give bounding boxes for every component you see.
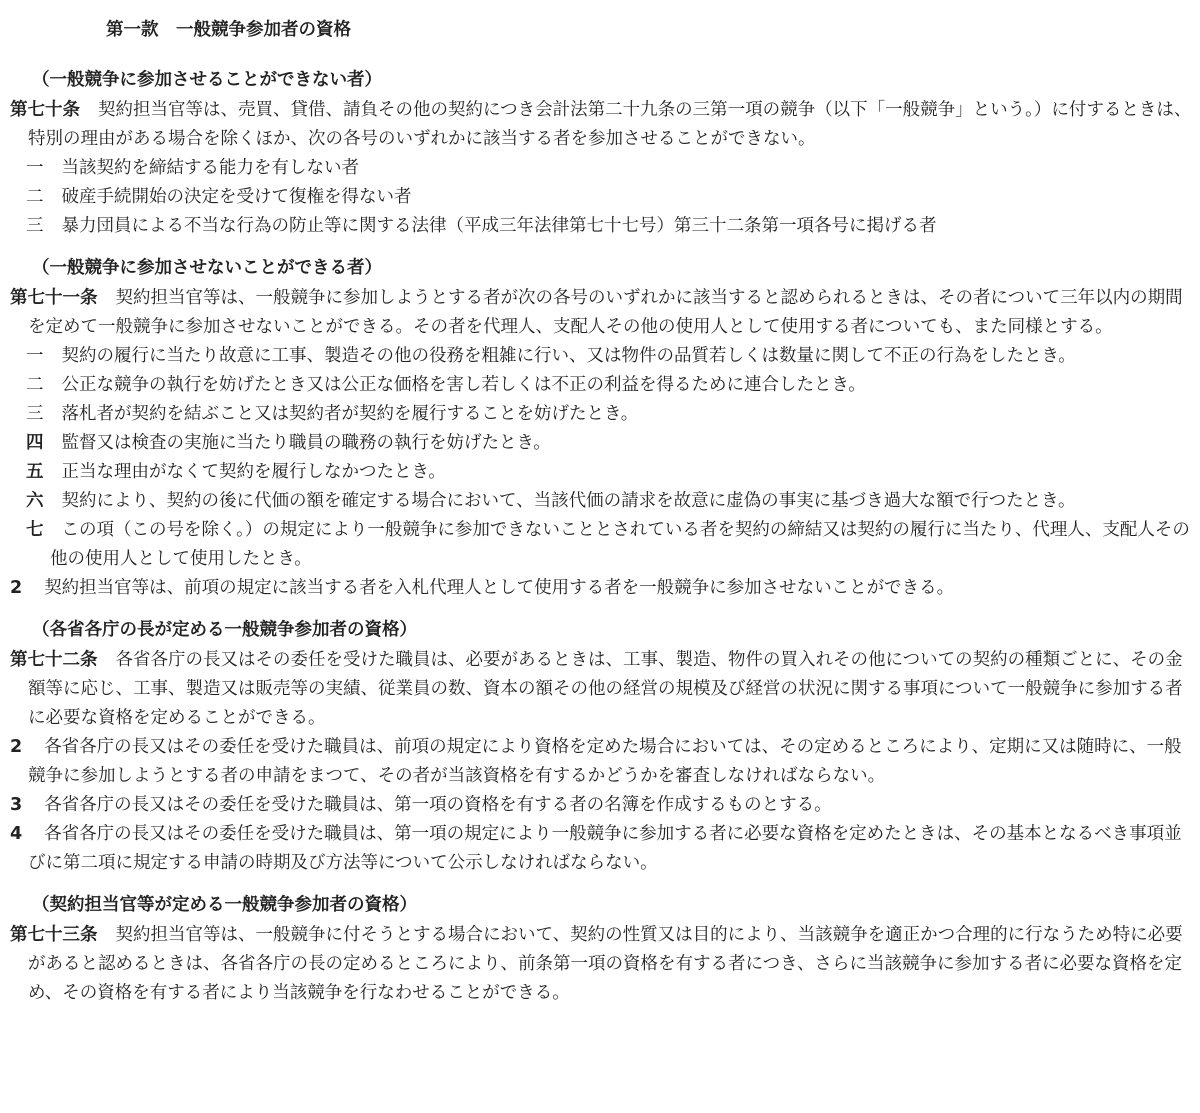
list-item (10, 183, 1192, 212)
item-text: 当該契約を締結する能力を有しない者 (61, 158, 359, 178)
paragraph-number: 3 (10, 795, 23, 815)
article-number: 第七十一条 (10, 288, 98, 308)
item-text: 暴力団員による不当な行為の防止等に関する法律（平成三年法律第七十七号）第三十二条第一項各号に掲げる者 (61, 216, 937, 236)
article-caption: （各省各庁の長が定める一般競争参加者の資格） (32, 620, 417, 640)
article-caption: （一般競争に参加させないことができる者） (32, 258, 382, 278)
list-item (10, 212, 1192, 241)
item-number: 三 (26, 404, 44, 424)
article-paragraph (10, 921, 1192, 1008)
article-70 (10, 66, 1192, 241)
list-item (10, 154, 1192, 183)
item-number: 二 (26, 375, 44, 395)
paragraph-text: 各省各庁の長又はその委任を受けた職員は、前項の規定により資格を定めた場合においては、その定めるところにより、定期に又は随時に、一般競争に参加しようとする者の申請をまつて、その者が当該資格を有するかどうかを審査しなければならない。 (28, 737, 1182, 786)
article-paragraph (10, 96, 1192, 154)
item-text: この項（この号を除く。）の規定により一般競争に参加できないこととされている者を契約の締結又は契約の履行に当たり、代理人、支配人その他の使用人として使用したとき。 (50, 520, 1190, 569)
paragraph-text: 契約担当官等は、売買、貸借、請負その他の契約につき会計法第二十九条の三第一項の競争（以下「一般競争」という。）に付するときは、特別の理由がある場合を除くほか、次の各号のいずれかに該当する者を参加させることができない。 (28, 100, 1192, 149)
list-item (10, 371, 1192, 400)
item-number: 一 (26, 346, 44, 366)
list-item (10, 516, 1192, 574)
item-number: 五 (26, 462, 44, 482)
paragraph-text: 各省各庁の長又はその委任を受けた職員は、第一項の規定により一般競争に参加する者に必要な資格を定めたときは、その基本となるべき事項並びに第二項に規定する申請の時期及び方法等について公示しなければならない。 (28, 824, 1182, 873)
item-number: 一 (26, 158, 44, 178)
paragraph-number: 4 (10, 824, 23, 844)
article-caption: （契約担当官等が定める一般競争参加者の資格） (32, 895, 417, 915)
article-paragraph (10, 733, 1192, 791)
article-paragraph (10, 646, 1192, 733)
article-paragraph (10, 820, 1192, 878)
paragraph-text: 契約担当官等は、一般競争に付そうとする場合において、契約の性質又は目的により、当該競争を適正かつ合理的に行なうため特に必要があると認めるときは、各省各庁の長の定めるところにより、前条第一項の資格を有する者につき、さらに当該競争に参加する者に必要な資格を定め、その資格を有する者により当該競争を行なわせることができる。 (28, 925, 1183, 1003)
item-number: 七 (26, 520, 44, 540)
item-text: 契約により、契約の後に代価の額を確定する場合において、当該代価の請求を故意に虚偽の事実に基づき過大な額で行つたとき。 (61, 491, 1076, 511)
article-number: 第七十条 (10, 100, 80, 120)
article-paragraph (10, 574, 1192, 603)
article-72 (10, 616, 1192, 878)
article-73 (10, 891, 1192, 1008)
paragraph-text: 各省各庁の長又はその委任を受けた職員は、第一項の資格を有する者の名簿を作成するものとする。 (44, 795, 832, 815)
item-text: 契約の履行に当たり故意に工事、製造その他の役務を粗雑に行い、又は物件の品質若しくは数量に関して不正の行為をしたとき。 (61, 346, 1076, 366)
paragraph-text: 契約担当官等は、一般競争に参加しようとする者が次の各号のいずれかに該当すると認められるときは、その者について三年以内の期間を定めて一般競争に参加させないことができる。その者を代理人、支配人その他の使用人として使用する者についても、また同様とする。 (28, 288, 1183, 337)
article-number: 第七十二条 (10, 650, 98, 670)
article-caption: （一般競争に参加させることができない者） (32, 70, 382, 90)
list-item (10, 487, 1192, 516)
paragraph-number: 2 (10, 737, 23, 757)
list-item (10, 458, 1192, 487)
item-number: 六 (26, 491, 44, 511)
paragraph-number: 2 (10, 578, 23, 598)
item-text: 監督又は検査の実施に当たり職員の職務の執行を妨げたとき。 (61, 433, 551, 453)
item-number: 三 (26, 216, 44, 236)
section-title: 第一款 一般競争参加者の資格 (106, 20, 351, 40)
article-paragraph (10, 284, 1192, 342)
item-text: 公正な競争の執行を妨げたとき又は公正な価格を害し若しくは不正の利益を得るために連合したとき。 (61, 375, 866, 395)
item-text: 破産手続開始の決定を受けて復権を得ない者 (61, 187, 412, 207)
article-paragraph (10, 791, 1192, 820)
item-number: 四 (26, 433, 44, 453)
list-item (10, 429, 1192, 458)
list-item (10, 400, 1192, 429)
paragraph-text: 各省各庁の長又はその委任を受けた職員は、必要があるときは、工事、製造、物件の買入れその他についての契約の種類ごとに、その金額等に応じ、工事、製造又は販売等の実績、従業員の数、資本の額その他の経営の規模及び経営の状況に関する事項について一般競争に参加する者に必要な資格を定めることができる。 (28, 650, 1183, 728)
article-number: 第七十三条 (10, 925, 98, 945)
item-text: 落札者が契約を結ぶこと又は契約者が契約を履行することを妨げたとき。 (61, 404, 639, 424)
article-71 (10, 254, 1192, 603)
item-number: 二 (26, 187, 44, 207)
item-text: 正当な理由がなくて契約を履行しなかつたとき。 (61, 462, 446, 482)
list-item (10, 342, 1192, 371)
paragraph-text: 契約担当官等は、前項の規定に該当する者を入札代理人として使用する者を一般競争に参加させないことができる。 (44, 578, 955, 598)
